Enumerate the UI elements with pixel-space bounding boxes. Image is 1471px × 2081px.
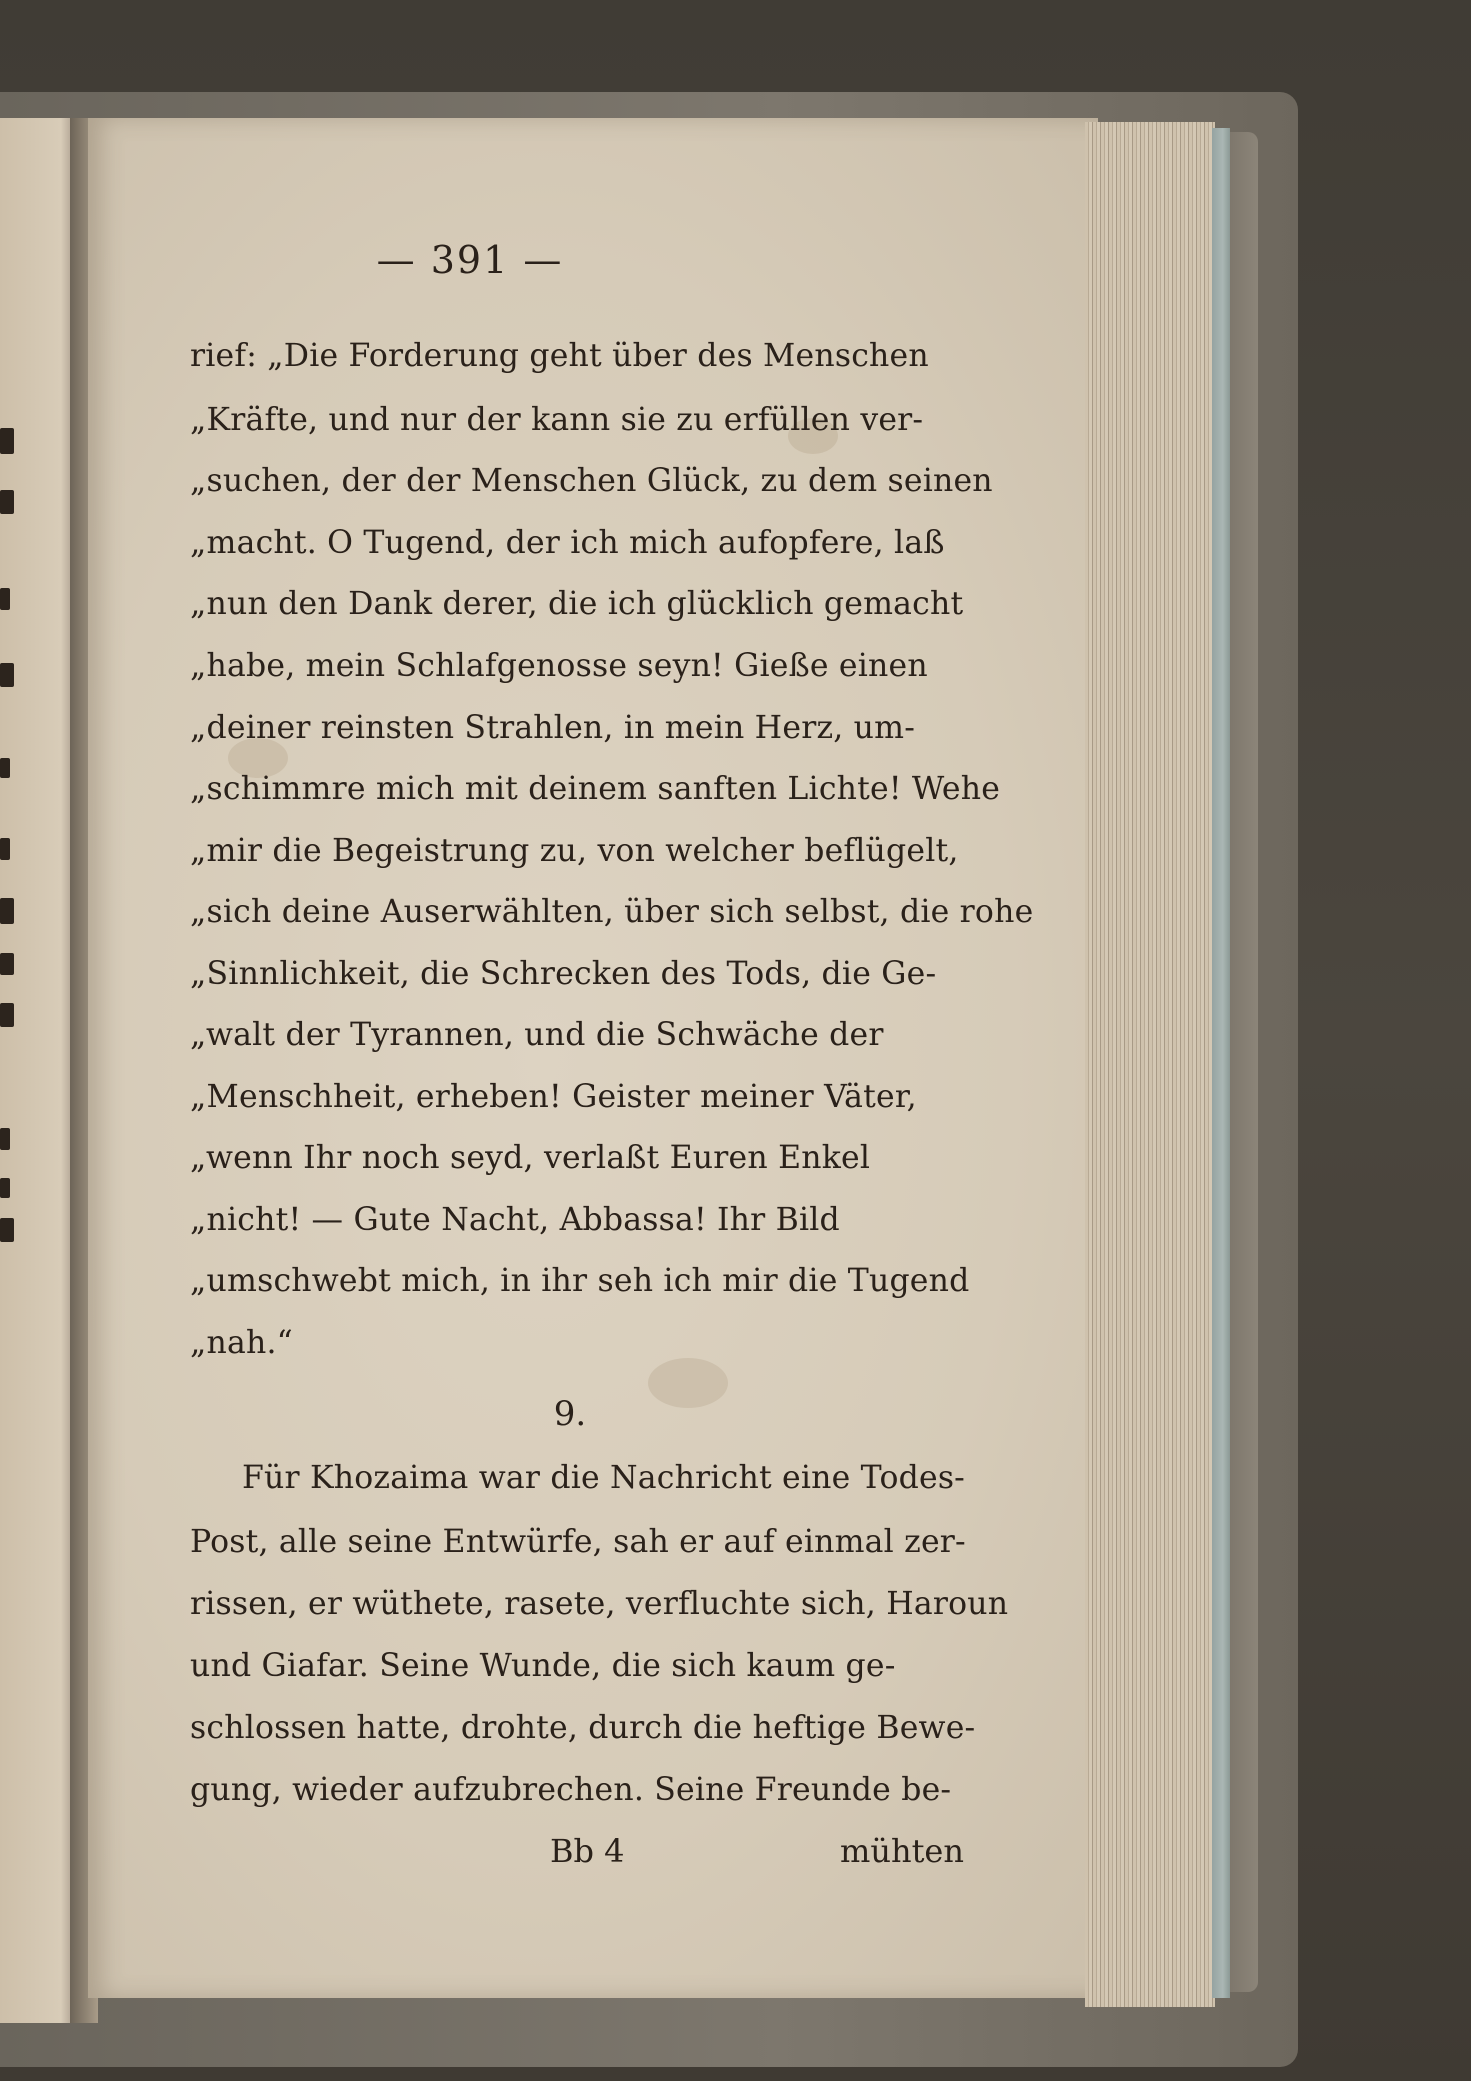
text-line: „schimmre mich mit deinem sanften Lichte! Wehe bbox=[190, 771, 1001, 807]
text-line: „nicht! — Gute Nacht, Abbassa! Ihr Bild bbox=[190, 1202, 840, 1238]
text-line: gung, wieder aufzubrechen. Seine Freunde be- bbox=[190, 1772, 952, 1808]
text-line: „Menschheit, erheben! Geister meiner Väter, bbox=[190, 1079, 917, 1115]
left-facing-page bbox=[0, 118, 76, 2023]
text-line: „sich deine Auserwählten, über sich selbst, die rohe bbox=[190, 894, 1034, 930]
page-number-header: — 391 — bbox=[376, 238, 564, 282]
page-block-edges bbox=[1085, 122, 1215, 2007]
text-line: „nah.“ bbox=[190, 1325, 293, 1361]
page-edge-tint bbox=[1212, 128, 1230, 1998]
text-line: schlossen hatte, drohte, durch die heftige Bewe- bbox=[190, 1710, 976, 1746]
cover-edge bbox=[1230, 132, 1258, 1992]
text-line: und Giafar. Seine Wunde, die sich kaum ge- bbox=[190, 1648, 896, 1684]
catchword: mühten bbox=[840, 1832, 964, 1870]
text-line: „deiner reinsten Strahlen, in mein Herz, um- bbox=[190, 710, 916, 746]
text-line: „Sinnlichkeit, die Schrecken des Tods, die Ge- bbox=[190, 956, 937, 992]
text-line: „macht. O Tugend, der ich mich aufopfere, laß bbox=[190, 525, 945, 561]
text-line: Für Khozaima war die Nachricht eine Todes- bbox=[242, 1460, 966, 1496]
section-number: 9. bbox=[553, 1394, 587, 1434]
text-line: rief: „Die Forderung geht über des Menschen bbox=[190, 338, 929, 374]
left-page-text-fragments bbox=[0, 118, 76, 2023]
text-line: „walt der Tyrannen, und die Schwäche der bbox=[190, 1017, 884, 1053]
text-line: „nun den Dank derer, die ich glücklich gemacht bbox=[190, 586, 964, 622]
text-line: „mir die Begeistrung zu, von welcher beflügelt, bbox=[190, 833, 959, 869]
text-line: „habe, mein Schlafgenosse seyn! Gieße einen bbox=[190, 648, 928, 684]
text-line: „umschwebt mich, in ihr seh ich mir die Tugend bbox=[190, 1263, 970, 1299]
text-line: Post, alle seine Entwürfe, sah er auf einmal zer- bbox=[190, 1524, 966, 1560]
text-line: „wenn Ihr noch seyd, verlaßt Euren Enkel bbox=[190, 1140, 871, 1176]
text-line: rissen, er wüthete, rasete, verfluchte sich, Haroun bbox=[190, 1586, 1009, 1622]
text-line: „Kräfte, und nur der kann sie zu erfüllen ver- bbox=[190, 402, 924, 438]
text-line: „suchen, der der Menschen Glück, zu dem seinen bbox=[190, 463, 993, 499]
signature-mark: Bb 4 bbox=[550, 1832, 625, 1870]
